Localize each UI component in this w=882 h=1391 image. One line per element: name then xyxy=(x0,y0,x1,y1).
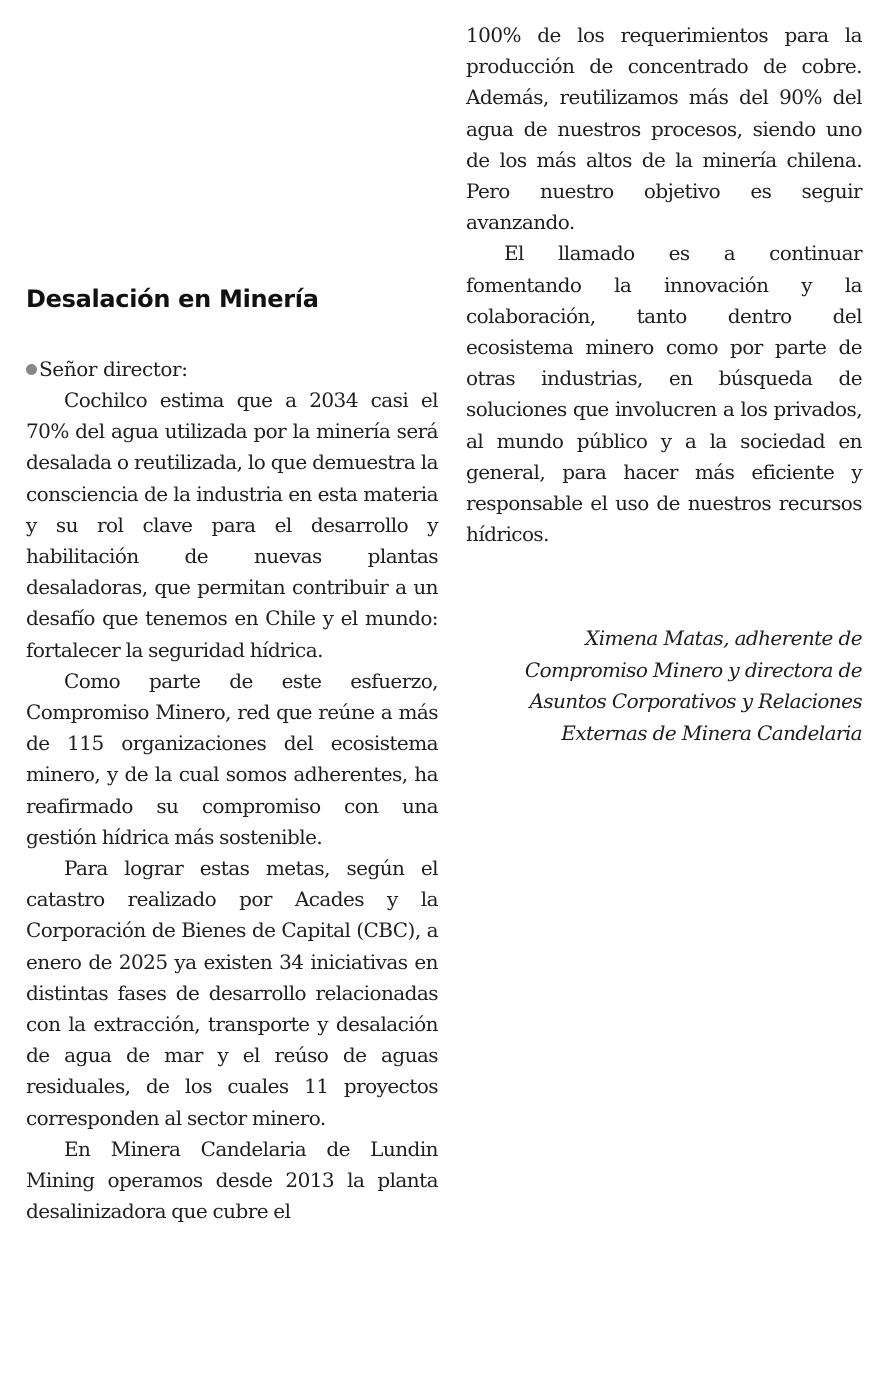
paragraph-4: En Minera Candelaria de Lundin Mining operamos desde 2013 la planta desalinizadora que cubre el xyxy=(26,1136,438,1224)
paragraph-1: Cochilco estima que a 2034 casi el 70% del agua utilizada por la minería será desalada o reutilizada, lo que demuestra la consciencia de la industria en esta materia y su rol clave para el desarrollo y habilitación de nuevas plantas desaladoras, que permitan contribuir a un desafío que tenemos en Chile y el mundo: fortalecer la seguridad hídrica. xyxy=(26,388,438,662)
bullet-dot-icon xyxy=(26,364,37,375)
paragraph-4-continued: 100% de los requerimientos para la producción de concentrado de cobre. Además, reutilizamos más del 90% del agua de nuestros procesos, siendo uno de los más altos de la minería chilena. Pero nuestro objetivo es seguir avanzando. xyxy=(466,23,862,235)
salutation-text: Señor director: xyxy=(39,357,188,381)
paragraph-5: El llamado es a continuar fomentando la innovación y la colaboración, tanto dentro del ecosistema minero como por parte de otras industrias, en búsqueda de soluciones que involucren a los privados, al mundo público y a la sociedad en general, para hacer más eficiente y responsable el uso de nuestros recursos hídricos. xyxy=(466,241,862,547)
paragraph-3: Para lograr estas metas, según el catastro realizado por Acades y la Corporación de Bienes de Capital (CBC), a enero de 2025 ya existen 34 iniciativas en distintas fases de desarrollo relacionadas con la extracción, transporte y desalación de agua de mar y el reúso de aguas residuales, de los cuales 11 proyectos corresponden al sector minero. xyxy=(26,856,438,1130)
left-column-body xyxy=(26,385,438,1227)
right-column-body xyxy=(466,20,862,550)
letter-headline: Desalación en Minería xyxy=(26,285,319,313)
letter-salutation xyxy=(26,354,188,385)
letter-signature: Ximena Matas, adherente de Compromiso Minero y directora de Asuntos Corporativos y Relaciones Externas de Minera Candelaria xyxy=(524,626,862,745)
paragraph-2: Como parte de este esfuerzo, Compromiso Minero, red que reúne a más de 115 organizaciones del ecosistema minero, y de la cual somos adherentes, ha reafirmado su compromiso con una gestión hídrica más sostenible. xyxy=(26,668,438,849)
